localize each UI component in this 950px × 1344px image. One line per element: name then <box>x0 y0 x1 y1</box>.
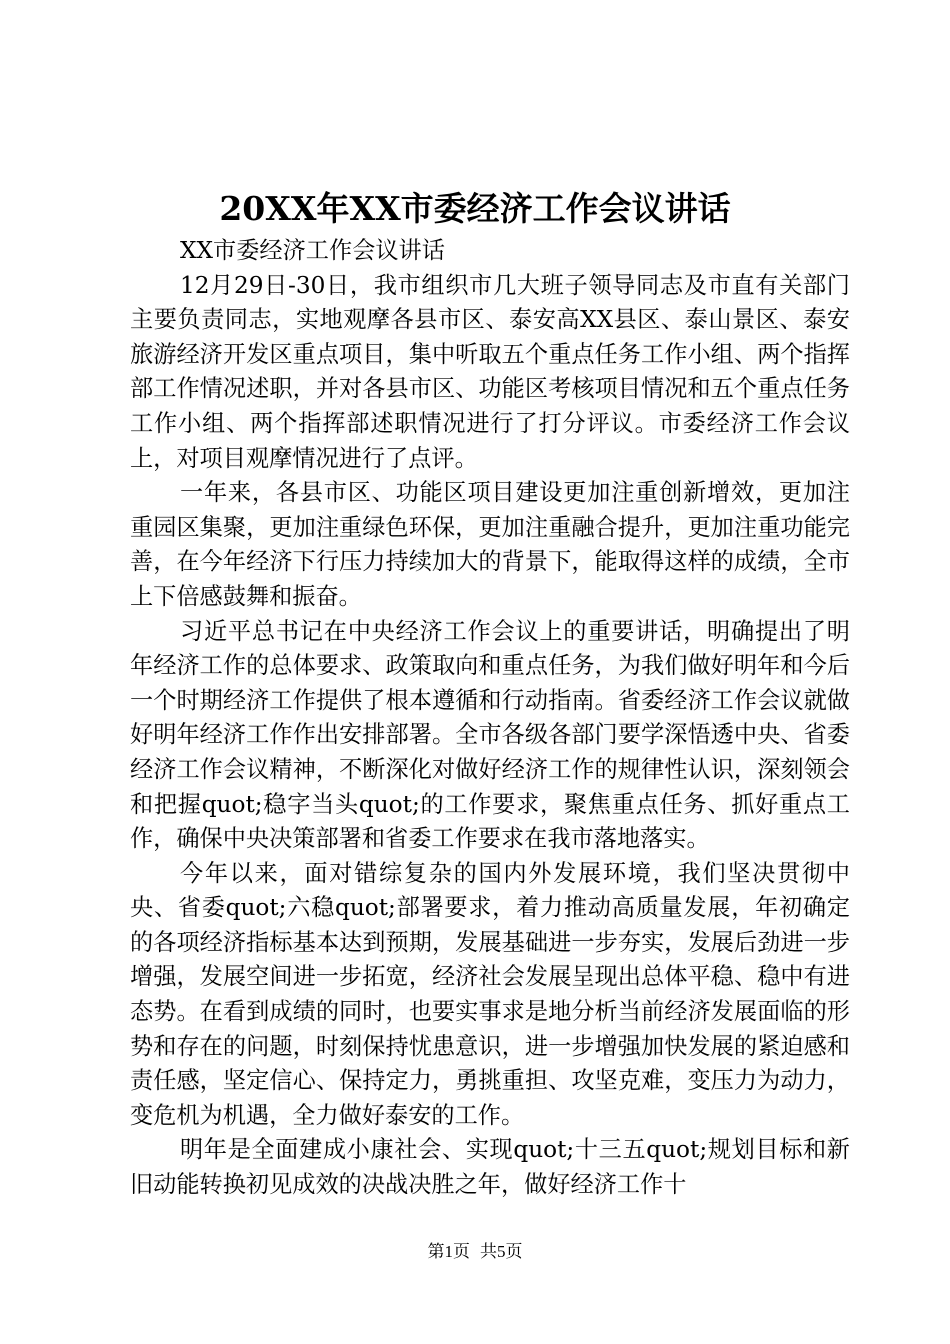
paragraph-1: 12月29日-30日，我市组织市几大班子领导同志及市直有关部门主要负责同志，实地观摩各县市区、泰安高XX县区、泰山景区、泰安旅游经济开发区重点项目，集中听取五个重点任务工作小组、两个指挥部工作情况述职，并对各县市区、功能区考核项目情况和五个重点任务工作小组、两个指挥部述职情况进行了打分评议。市委经济工作会议上，对项目观摩情况进行了点评。 <box>130 271 850 472</box>
document-body <box>130 234 850 1203</box>
paragraph-5: 明年是全面建成小康社会、实现quot;十三五quot;规划目标和新旧动能转换初见成效的决战决胜之年，做好经济工作十 <box>130 1136 850 1199</box>
document-title: 20XX年XX市委经济工作会议讲话 <box>219 189 731 228</box>
document-subtitle: XX市委经济工作会议讲话 <box>180 237 445 264</box>
page-total: 共5页 <box>480 1242 523 1261</box>
page-number: 第1页 <box>427 1242 470 1261</box>
paragraph-4: 今年以来，面对错综复杂的国内外发展环境，我们坚决贯彻中央、省委quot;六稳quot;部署要求，着力推动高质量发展，年初确定的各项经济指标基本达到预期，发展基础进一步夯实，发展后劲进一步增强，发展空间进一步拓宽，经济社会发展呈现出总体平稳、稳中有进态势。在看到成绩的同时，也要实事求是地分析当前经济发展面临的形势和存在的问题，时刻保持忧患意识，进一步增强加快发展的紧迫感和责任感，坚定信心、保持定力，勇挑重担、攻坚克难，变压力为动力，变危机为机遇，全力做好泰安的工作。 <box>130 859 850 1129</box>
paragraph-3: 习近平总书记在中央经济工作会议上的重要讲话，明确提出了明年经济工作的总体要求、政策取向和重点任务，为我们做好明年和今后一个时期经济工作提供了根本遵循和行动指南。省委经济工作会议就做好明年经济工作作出安排部署。全市各级各部门要学深悟透中央、省委经济工作会议精神，不断深化对做好经济工作的规律性认识，深刻领会和把握quot;稳字当头quot;的工作要求，聚焦重点任务、抓好重点工作，确保中央决策部署和省委工作要求在我市落地落实。 <box>130 617 850 853</box>
paragraph-2: 一年来，各县市区、功能区项目建设更加注重创新增效，更加注重园区集聚，更加注重绿色环保，更加注重融合提升，更加注重功能完善，在今年经济下行压力持续加大的背景下，能取得这样的成绩，全市上下倍感鼓舞和振奋。 <box>130 479 850 610</box>
page-footer <box>0 1240 950 1264</box>
